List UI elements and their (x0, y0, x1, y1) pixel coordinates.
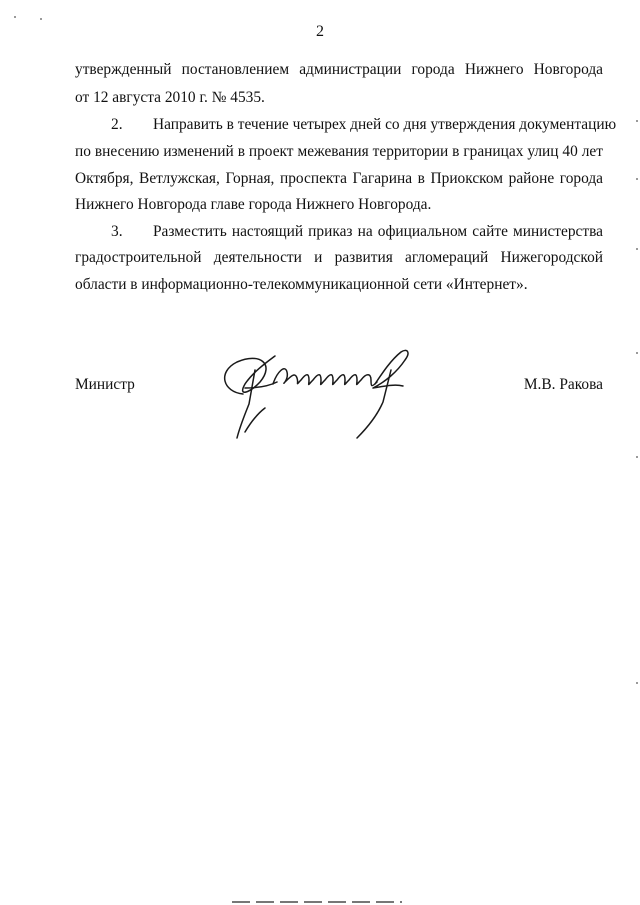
signatory-name: М.В. Ракова (523, 376, 603, 393)
item-first-line: Разместить настоящий приказ на официальном сайте министерства (153, 223, 603, 240)
body-text-line: Октября, Ветлужская, Горная, проспекта Гагарина в Приокском районе города (75, 170, 603, 187)
body-text-line: области в информационно-телекоммуникационной сети «Интернет». (75, 276, 528, 293)
body-text-line: по внесению изменений в проект межевания территории в границах улиц 40 лет (75, 143, 603, 160)
scan-margin-mark (40, 18, 42, 20)
body-text-line: Нижнего Новгорода главе города Нижнего Новгорода. (75, 196, 432, 213)
body-text-line: утвержденный постановлением администрации города Нижнего Новгорода (75, 61, 603, 78)
scan-margin-mark (636, 352, 638, 354)
item-number: 2. (111, 116, 123, 133)
item-first-line: Направить в течение четырех дней со дня утверждения документацию (153, 116, 617, 133)
handwritten-signature (215, 342, 415, 442)
scan-margin-mark (636, 456, 638, 458)
scan-margin-mark (14, 16, 16, 18)
signatory-title: Министр (75, 376, 135, 393)
scan-margin-mark (636, 682, 638, 684)
body-text-line: градостроительной деятельности и развития агломераций Нижегородской (75, 249, 603, 266)
scan-bottom-edge (232, 901, 402, 903)
scan-margin-mark (636, 178, 638, 180)
page-number: 2 (316, 23, 324, 40)
scan-margin-mark (636, 120, 638, 122)
body-text-line: от 12 августа 2010 г. № 4535. (75, 89, 265, 106)
scan-margin-mark (636, 248, 638, 250)
item-number: 3. (111, 223, 123, 240)
